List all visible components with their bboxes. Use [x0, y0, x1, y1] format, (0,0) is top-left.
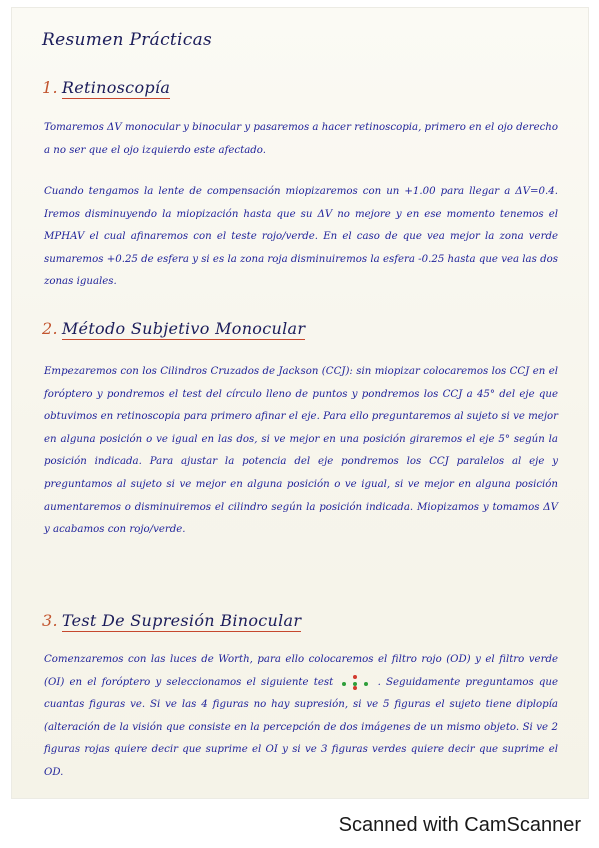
worth-lights-icon	[340, 674, 370, 688]
section-heading-retinoscopia	[42, 78, 170, 97]
section-number: 3.	[42, 611, 58, 630]
worth-dot	[353, 675, 357, 679]
worth-dot	[364, 682, 368, 686]
section-number: 1.	[42, 78, 58, 97]
section-title: Retinoscopía	[61, 78, 171, 97]
paragraph: Cuando tengamos la lente de compensación miopizaremos con un +1.00 para llegar a ΔV=0.4. Iremos disminuyendo la miopización hasta que su ΔV no mejore y en ese momento tenemos el MPHAV el cual afinaremos con el teste rojo/verde. En el caso de que vea mejor la zona verde sumaremos +0.25 de esfera y si es la zona roja disminuiremos la esfera -0.25 hasta que vea las dos zonas iguales.	[44, 186, 558, 288]
worth-dot	[353, 682, 357, 686]
worth-dot	[353, 686, 357, 690]
paragraph-text: . Seguidamente preguntamos que cuantas figuras ve. Si ve las 4 figuras no hay supresión, si ve 5 figuras el sujeto tiene diplopía (alteración de la visión que consiste en la percepción de dos imágenes de un mismo objeto. Si ve 2 figuras rojas quiere decir que suprime el OI y si ve 3 figuras verdes quiere decir que suprime el OD.	[44, 676, 559, 778]
section-number: 2.	[42, 319, 58, 338]
scanned-page	[12, 8, 588, 798]
section-title: Test De Supresión Binocular	[61, 611, 302, 630]
paragraph-text: Comenzaremos con las luces de Worth, para ello colocaremos el filtro rojo (OD) y el filtro verde (OI) en el foróptero y seleccionamos el siguiente test	[44, 654, 558, 688]
paragraph: Empezaremos con los Cilindros Cruzados de Jackson (CCJ): sin miopizar colocaremos los CCJ en el foróptero y pondremos el test del círculo lleno de puntos y pondremos los CCJ a 45° del eje que obtuvimos en retinoscopia para primero afinar el eje. Para ello preguntaremos al sujeto si ve mejor en alguna posición o ve igual en las dos, si ve mejor en una posición giraremos el eje 5° según la posición indicada. Para ajustar la potencia del eje pondremos los CCJ paralelos al eje y preguntamos al sujeto si ve mejor en alguna posición o ve igual, si ve mejor en alguna posición aumentaremos o disminuiremos el cilindro según la posición indicada. Miopizamos y tomamos ΔV y acabamos con rojo/verde.	[44, 366, 558, 536]
worth-dot	[342, 682, 346, 686]
document-title: Resumen Prácticas	[42, 30, 213, 50]
section-heading-metodo-subjetivo	[42, 319, 305, 338]
paragraph: Tomaremos ΔV monocular y binocular y pasaremos a hacer retinoscopia, primero en el ojo derecho a no ser que el ojo izquierdo este afectado.	[44, 122, 558, 156]
section-title: Método Subjetivo Monocular	[61, 319, 306, 338]
paragraph	[44, 649, 558, 785]
section-heading-test-supresion	[42, 611, 301, 630]
camscanner-watermark: Scanned with CamScanner	[338, 814, 581, 836]
